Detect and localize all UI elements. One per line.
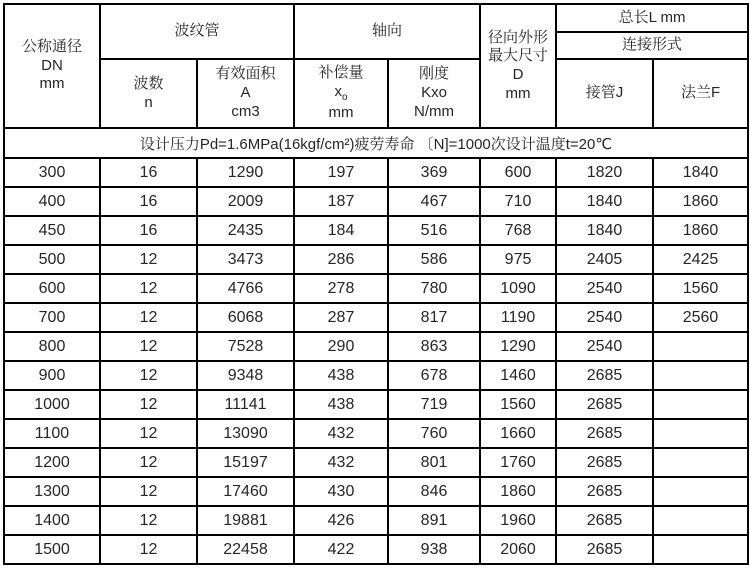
table-cell: 2009 [197,187,294,216]
table-cell: 19881 [197,506,294,535]
table-cell: 768 [480,216,556,245]
table-cell: 1840 [556,216,653,245]
table-cell: 586 [388,245,480,274]
table-cell: 710 [480,187,556,216]
table-row [4,187,748,216]
table-cell: 3473 [197,245,294,274]
table-cell: 2685 [556,448,653,477]
table-cell: 1500 [4,535,100,564]
table-cell: 187 [294,187,388,216]
table-cell [653,506,748,535]
table-row [4,390,748,419]
table-row [4,216,748,245]
header-compensation-line3: mm [328,104,354,122]
table-row [4,535,748,564]
table-cell: 938 [388,535,480,564]
table-cell: 1840 [556,187,653,216]
table-cell: 438 [294,361,388,390]
header-compensation-line1: 补偿量 [318,64,364,81]
table-cell: 1100 [4,419,100,448]
table-cell: 1290 [480,332,556,361]
table-row [4,506,748,535]
bellows-spec-table [3,3,749,565]
table-cell [653,361,748,390]
table-cell: 2685 [556,390,653,419]
table-cell: 12 [100,419,197,448]
table-cell: 12 [100,477,197,506]
table-row [4,477,748,506]
table-cell: 2685 [556,535,653,564]
table-row [4,303,748,332]
header-stiffness-line2: Kxo [421,84,447,102]
table-row [4,361,748,390]
table-cell: 2540 [556,332,653,361]
table-cell: 12 [100,245,197,274]
table-cell: 975 [480,245,556,274]
header-group-bellows: 波纹管 [100,4,294,59]
table-cell: 2060 [480,535,556,564]
table-cell: 1840 [653,158,748,187]
table-cell [653,419,748,448]
table-cell: 12 [100,303,197,332]
table-body [4,128,748,564]
header-radial-line3: D [512,66,524,83]
table-cell: 1000 [4,390,100,419]
table-cell: 1400 [4,506,100,535]
table-cell: 1760 [480,448,556,477]
table-header [4,4,748,128]
table-row [4,448,748,477]
header-flange: 法兰F [653,59,748,128]
table-cell: 1960 [480,506,556,535]
table-cell: 286 [294,245,388,274]
header-radial-max-dimension [480,4,556,128]
table-cell [653,332,748,361]
header-compensation-base: x [334,82,342,100]
table-cell [653,477,748,506]
header-wave-count [100,59,197,128]
table-cell: 6068 [197,303,294,332]
table-cell: 600 [4,274,100,303]
table-cell: 12 [100,535,197,564]
table-cell: 12 [100,506,197,535]
table-cell: 430 [294,477,388,506]
table-cell: 184 [294,216,388,245]
header-stiffness-line3: N/mm [414,102,455,120]
table-cell: 12 [100,361,197,390]
table-cell: 863 [388,332,480,361]
table-cell: 17460 [197,477,294,506]
header-effective-area-line3: cm3 [231,102,260,120]
table-cell: 1860 [653,187,748,216]
table-cell: 719 [388,390,480,419]
table-cell: 2685 [556,506,653,535]
table-cell: 678 [388,361,480,390]
table-cell: 600 [480,158,556,187]
table-cell: 12 [100,448,197,477]
header-radial-line2: 最大尺寸 [488,47,549,65]
header-effective-area-line2: A [240,84,251,102]
table-cell: 900 [4,361,100,390]
header-stiffness [388,59,480,128]
table-cell: 2425 [653,245,748,274]
table-cell: 760 [388,419,480,448]
table-cell: 4766 [197,274,294,303]
header-total-length: 总长L mm [556,4,748,32]
table-cell: 2685 [556,477,653,506]
table-cell: 12 [100,332,197,361]
header-effective-area [197,59,294,128]
table-cell: 400 [4,187,100,216]
table-cell: 426 [294,506,388,535]
table-cell: 422 [294,535,388,564]
table-cell: 1290 [197,158,294,187]
table-cell: 700 [4,303,100,332]
table-cell: 1190 [480,303,556,332]
table-cell: 1560 [480,390,556,419]
table-row [4,274,748,303]
table-cell: 1820 [556,158,653,187]
header-nominal-diameter [4,4,100,128]
table-cell: 9348 [197,361,294,390]
table-cell: 467 [388,187,480,216]
header-wave-count-line1: 波数 [133,74,164,92]
table-cell: 780 [388,274,480,303]
table-cell: 12 [100,390,197,419]
table-cell: 1660 [480,419,556,448]
table-cell: 1860 [480,477,556,506]
table-cell: 12 [100,274,197,303]
header-nominal-diameter-line2: DN [41,56,63,74]
header-stiffness-line1: 刚度 [419,65,450,83]
table-cell: 278 [294,274,388,303]
header-group-axial: 轴向 [294,4,480,59]
header-nominal-diameter-line3: mm [39,75,65,93]
table-cell: 16 [100,216,197,245]
table-cell: 801 [388,448,480,477]
table-cell [653,390,748,419]
table-cell: 197 [294,158,388,187]
header-wave-count-line2: n [144,93,153,111]
table-cell: 16 [100,158,197,187]
header-radial-line1: 径向外形 [488,28,549,46]
table-cell: 1560 [653,274,748,303]
table-cell: 450 [4,216,100,245]
table-cell: 516 [388,216,480,245]
header-compensation-symbol [295,83,387,105]
table-cell: 432 [294,448,388,477]
table-cell: 2405 [556,245,653,274]
table-cell: 22458 [197,535,294,564]
table-cell: 432 [294,419,388,448]
table-cell: 438 [294,390,388,419]
table-cell: 817 [388,303,480,332]
table-row [4,419,748,448]
table-cell: 2685 [556,419,653,448]
header-nominal-diameter-line1: 公称通径 [21,37,82,55]
header-effective-area-line1: 有效面积 [215,65,276,83]
table-row [4,245,748,274]
table-cell: 2540 [556,303,653,332]
table-cell [653,535,748,564]
table-cell: 800 [4,332,100,361]
table-cell: 1460 [480,361,556,390]
header-compensation-sub: o [341,91,348,103]
table-cell: 16 [100,187,197,216]
table-cell: 2540 [556,274,653,303]
table-row [4,332,748,361]
table-cell: 2685 [556,361,653,390]
table-row [4,158,748,187]
table-cell: 11141 [197,390,294,419]
table-cell: 15197 [197,448,294,477]
table-cell: 500 [4,245,100,274]
table-cell: 300 [4,158,100,187]
header-radial-line4: mm [505,84,531,102]
table-cell: 1300 [4,477,100,506]
table-cell: 287 [294,303,388,332]
table-cell: 7528 [197,332,294,361]
table-cell [653,448,748,477]
table-cell: 846 [388,477,480,506]
header-connection-type: 连接形式 [556,32,748,59]
table-cell: 2560 [653,303,748,332]
table-cell: 1200 [4,448,100,477]
header-pipe-joint: 接管J [556,59,653,128]
table-cell: 891 [388,506,480,535]
header-compensation [294,59,388,128]
design-conditions-note: 设计压力Pd=1.6MPa(16kgf/cm²)疲劳寿命 〔N]=1000次设计温度t=20℃ [4,128,748,158]
table-cell: 13090 [197,419,294,448]
table-cell: 1860 [653,216,748,245]
table-cell: 290 [294,332,388,361]
table-cell: 2435 [197,216,294,245]
table-cell: 1090 [480,274,556,303]
table-cell: 369 [388,158,480,187]
